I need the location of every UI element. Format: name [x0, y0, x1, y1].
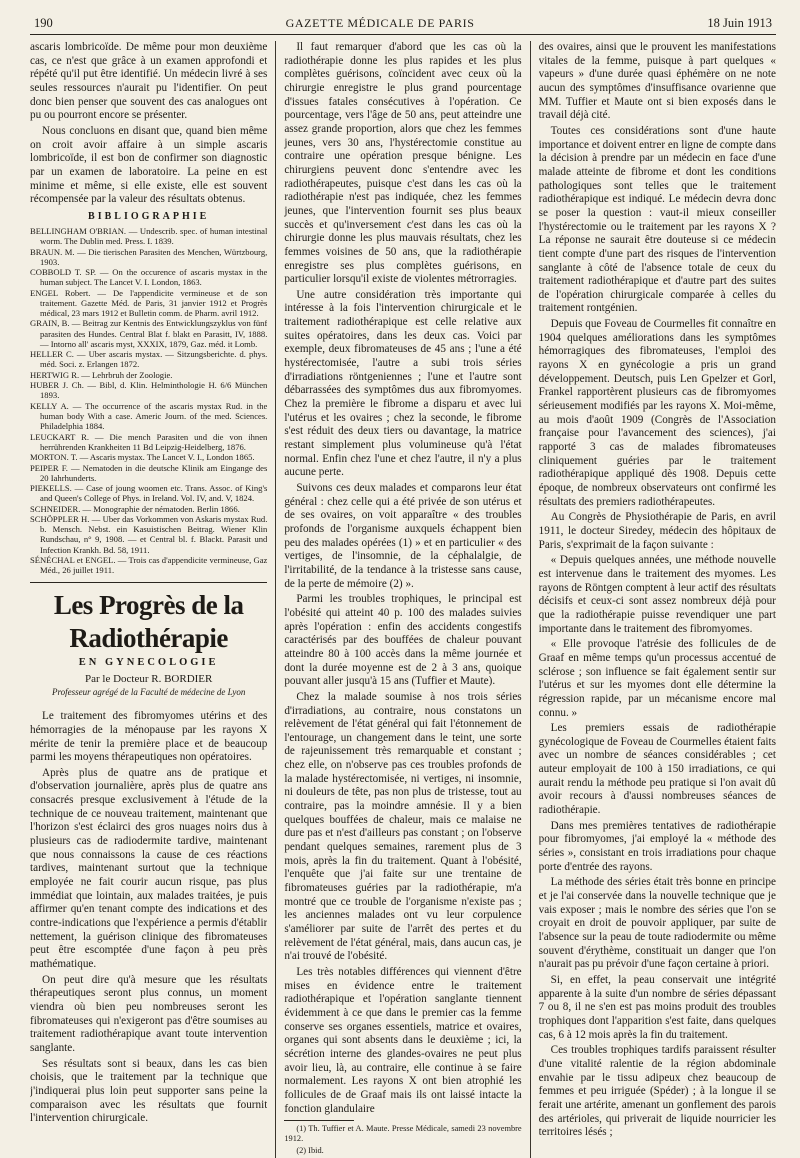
bibliography-entry: BELLINGHAM O'BRIAN. — Undescrib. spec. of human intestinal worm. The Dublin med. Press. I. 1839. [30, 226, 268, 247]
bibliography-entry: SÉNÉCHAL et ENGEL. — Trois cas d'appendicite vermineuse, Gaz Méd., 26 juillet 1911. [30, 555, 268, 576]
paragraph: Après plus de quatre ans de pratique et d'observation journalière, après plus de quatre ans consacrés presque exclusivement à l'étude de la technique de ce nouveau traitement, maintenant que l'horizon s'est éclairci des gros nuages noirs dus à plusieurs cas de radiodermite tardive, maintenant que nous connaissons la cause de ces réactions tardives, maintenant surtout que la technique employée ne fait courir aucun risque, pas plus immédiat que lointain, aux malades traitées, je puis affirmer qu'en tenant compte des indications et des contre-indications que l'expérience a permis d'établir nettement, la guérison clinique des fibromateuses peut être escomptée d'une façon à peu près mathématique. [30, 766, 268, 971]
bibliography-entry: SCHNEIDER. — Monographie der nématoden. Berlin 1866. [30, 503, 240, 514]
bibliography-heading: BIBLIOGRAPHIE [88, 210, 210, 222]
paragraph: Depuis que Foveau de Courmelles fit connaître en 1904 quelques améliorations dans les symptômes hémorragiques des fibromateuses, l'emploi des rayons X en gynécologie a pris un grand développement. Deutsch, puis Len Gpelzer et Gorl, Frankel rapportèrent plusieurs cas de fibromyomes sérieusement modifiés par les rayons X. Moi-même, au mois d'août 1909 (Congrès de l'Association française pour l'avancement des sciences), j'ai rapporté 3 cas de malades fibromateuses cliniquement guéries par le traitement radiothérapique appliqué dès 1908. Depuis cette époque, de nombreux observateurs ont confirmé les résultats des premiers radiothérapeutes. [538, 318, 776, 508]
page-header [30, 16, 776, 35]
column-rule [275, 41, 276, 1158]
bibliography-entry: MORTON. T. — Ascaris mystax. The Lancet V. I., London 1865. [30, 452, 255, 463]
quotation: « Elle provoque l'atrésie des follicules de de Graaf en même temps qu'un processus accentué de sclérose ; son influence se fait également sentir sur l'utérus et sur les myomes dont elle détermine la régression rapide, par un mécanisme encore mal connu. » [538, 638, 776, 719]
journal-title: GAZETTE MÉDICALE DE PARIS [285, 16, 475, 30]
bibliography-entry: COBBOLD T. SP. — On the occurence of ascaris mystax in the human subject. The Lancet V. I. London, 1863. [30, 267, 268, 288]
quotation: « Depuis quelques années, une méthode nouvelle est intervenue dans le traitement des myomes. Les rayons de Röntgen comptent à leur actif des résultats décisifs et ceux-ci sont assez nombreux déjà pour que la radiothérapie puisse revendiquer une part importante dans le traitement des fibromyomes. [538, 554, 776, 635]
footnote-divider [284, 1120, 354, 1121]
paragraph: Ces troubles trophiques tardifs paraissent résulter d'une vitalité ralentie de la région abdominale envahie par le tissu adipeux chez beaucoup de femmes et peu irriguée (Spéder) ; à la longue il se ferait une artérite, amenant un gonflement des parois des artérioles, qui priverait de liquide nourricier les territoires lésés ; [538, 1044, 776, 1139]
bibliography-list [30, 226, 267, 575]
paragraph: La méthode des séries était très bonne en principe et je l'ai conservée dans la nouvelle technique que je vais exposer ; mais le nombre des séries que l'on se croyait en droit de pouvoir appliquer, par suite de l'absence sur la peau de toute radiodermite ou même souvent d'érythème, constituait un danger que l'on n'aurait pas pu prévoir d'une façon certaine à priori. [538, 876, 776, 971]
paragraph: Dans mes premières tentatives de radiothérapie pour fibromyomes, j'ai employé la « méthode des séries », consistant en trois irradiations pour chaque porte d'entrée des rayons. [538, 819, 776, 873]
article-subtitle: EN GYNECOLOGIE [78, 657, 219, 669]
issue-date: 18 Juin 1913 [707, 16, 772, 30]
paragraph: Si, en effet, la peau conservait une intégrité apparente à la suite d'un nombre de séries dépassant 7 ou 8, il ne s'en est pas moins produit des troubles trophiques dont l'apparition s'est faite, dans quelques cas, 6 à 12 mois après la fin du traitement. [538, 973, 776, 1041]
paragraph: Le traitement des fibromyomes utérins et des hémorragies de la ménopause par les rayons X mérite de tenir la première place et de beaucoup parmi les moyens thérapeutiques non opératoires. [30, 710, 268, 764]
bibliography-entry: HERTWIG R. — Lehrbruh der Zoologie. [30, 369, 173, 380]
paragraph: des ovaires, ainsi que le prouvent les manifestations vitales de la femme, puisque à part quelques « vapeurs » d'une durée quasi éphémère on ne note aucun des symptômes d'insuffisance ovarienne que MM. Tuffier et Maute ont si bien exposés dans le travail déjà cité. [538, 41, 776, 122]
bibliography-entry: SCHÖPPLER H. — Uber das Vorkommen von Askaris mystax Rud. b. Mensch. Nebst. ein Kasuistischen Beitrag. Wiener Klin Rundschau, n° 9, 1908. — et Central bl. f. Blackt. Parasit und Infection Krankh. Bd. 58, 1911. [30, 514, 268, 555]
article-title: Les Progrès de la Radiothérapie [53, 590, 244, 654]
bibliography-entry: BRAUN. M. — Die tierischen Parasiten des Menchen, Würtzbourg, 1903. [30, 246, 268, 267]
paragraph: Une autre considération très importante qui intéresse à la fois l'intervention chirurgicale et le traitement radiothérapique est celle relative aux suites opératoires, dans les deux cas. Voici par exemple, deux fibromateuses de 45 ans ; l'une a été hystérectomisée, l'autre a subi trois séries d'irradiations röntgeniennes ; l'une et l'autre sont débarrassées des symptômes dus aux fibromyomes. Chez la première le fibrome a disparu et avec lui l'utérus et les ovaires ; chez la seconde, le fibrome s'est réduit des deux tiers ou davantage, la matrice restant simplement plus volumineuse qu'à l'état normal. Enfin chez l'une et chez l'autre, il n'y a plus aucune perte. [284, 288, 522, 479]
column-1 [30, 41, 267, 1158]
section-divider [30, 582, 267, 583]
bibliography-entry: HUBER J. Ch. — Bibl, d. Klin. Helminthologie H. 6/6 München 1893. [30, 380, 268, 401]
article-author: Par le Docteur R. BORDIER [84, 672, 213, 685]
column-2 [284, 41, 521, 1158]
paragraph: On peut dire qu'à mesure que les résultats thérapeutiques seront plus connus, un moment viendra où bien peu nombreuses seront les fibromateuses qui n'exigeront pas d'être soumises au traitement radiothérapique avant toute intervention sanglante. [30, 973, 268, 1054]
paragraph: Les premiers essais de radiothérapie gynécologique de Foveau de Courmelles étaient faits avec un nombre de séances considérables ; cet auteur employait de 100 à 150 irradiations, ce qui aurait rendu la méthode peu pratique si l'on avait dû avoir recours à d'aussi nombreuses séances de radiothérapie. [538, 722, 776, 817]
bibliography-entry: HELLER C. — Uber ascaris mystax. — Sitzungsberichte. d. phys. méd. Soci. z. Erlangen 1872. [30, 349, 268, 370]
paragraph: Suivons ces deux malades et comparons leur état général : chez celle qui a été privée de son utérus et de ses ovaires, on voit apparaître « des troubles profonds de l'organisme auxquels échappent bien peu des malades opérées (1) » et en particulier « des vertiges, de l'insomnie, de la céphalalgie, de l'irritabilité, de la tendance à la tristesse sans cause, de la perte de mémoire (2) ». [284, 482, 522, 590]
paragraph: ascaris lombricoïde. De même pour mon deuxième cas, ce n'est que grâce à un examen approfondi et répété qu'il put être identifié. Un médecin livré à ses seules ressources n'aurait pu l'identifier. On peut donc bien penser que souvent des cas analogues ont pu ou pourront encore se présenter. [30, 41, 268, 122]
paragraph: Au Congrès de Physiothérapie de Paris, en avril 1911, le docteur Siredey, médecin des hôpitaux de Paris, s'exprimait de la façon suivante : [538, 511, 776, 551]
paragraph: Parmi les troubles trophiques, le principal est l'obésité qui atteint 40 p. 100 des malades suivies après l'opération : enfin des accidents congestifs caractérisés par des bouffées de chaleur pouvant atteindre 80 à 100 accès dans la même journée et dont la durée moyenne est de 2 à 3 ans, quoique pouvant aller jusqu'à 15 ans (Tuffier et Maute). [284, 593, 522, 688]
column-3 [539, 41, 776, 1158]
bibliography-entry: LEUCKART R. — Die mench Parasiten und die von ihnen herrührenden Krankheiten 11 Bd Leipzig-Heidelberg, 1876. [30, 431, 268, 452]
paragraph: Toutes ces considérations sont d'une haute importance et doivent entrer en ligne de compte dans la décision à prendre par un médecin en face d'une malade atteinte de fibrome et dont les conditions pathologiques sont telles que le traitement radiothérapique est indiqué. Le médecin devra donc se poser la question : vaut-il mieux conseiller l'hystérectomie ou le traitement par les rayons X ? La réponse ne saurait être douteuse si ce médecin tient compte d'une part des risques de l'intervention sanglante à côté de l'absence totale de ceux du traitement radiothérapique et d'autre part des suites de l'opération chirurgicale comparée à celles du traitement rontgénien. [538, 124, 776, 315]
bibliography-entry: ENGEL Robert. — De l'appendicite vermineuse et de son traitement. Gazette Méd. de Paris, 31 janvier 1912 et Progrès médical, 23 mars 1912 et Bulletin comm. de Pharm. avril 1912. [30, 287, 268, 318]
bibliography-entry: PEIPER F. — Nematoden in die deutsche Klinik am Eingange des 20 Iahrhunderts. [30, 462, 268, 483]
footnote: (1) Th. Tuffier et A. Maute. Presse Médicale, samedi 23 novembre 1912. [284, 1124, 522, 1144]
text-columns [30, 41, 776, 1158]
page-number: 190 [34, 16, 53, 30]
paragraph: Nous concluons en disant que, quand bien même on croit avoir affaire à un simple ascaris lombricoïde, il est bon de confirmer son diagnostic par un examen de laboratoire. La peine en est minime et même, si elle existe, elle est souvent récompensée par la valeur des résultats obtenus. [30, 124, 268, 206]
footnote: (2) Ibid. [296, 1146, 324, 1156]
paragraph: Chez la malade soumise à nos trois séries d'irradiations, au contraire, nous constatons un relèvement de l'état général qui fait l'étonnement de l'entourage, un changement dans le teint, une sorte de rajeunissement très remarquable et constant ; chez elle, on n'observe pas ces troubles profonds de la malade hystérectomisée, ni vertiges, ni insomnie, ni douleurs de tête, pas non plus de tristesse, tout au contraire, pas la moindre amnésie. Il y a bien quelques bouffées de chaleur, mais ce malaise ne dure pas et n'est d'ailleurs pas constant ; on l'observe pendant quelques semaines, rarement plus de 3 mois, après la fin du traitement. Quant à l'obésité, l'enquête que j'ai faite sur une trentaine de fibromateuses guéries par la radiothérapie, m'a montré que ce trouble de l'organisme n'existe pas ; les anciennes malades ont vu leur corpulence s'améliorer par suite de l'arrêt des pertes et du relèvement de l'état général, mais, dans aucun cas, je n'ai trouvé de l'obésité. [284, 690, 522, 963]
paragraph: Les très notables différences qui viennent d'être mises en évidence entre le traitement radiothérapique et l'opération sanglante tiennent évidemment à ce que dans le premier cas la femme conserve ses organes essentiels, matrice et ovaires, organes qui sont absents dans le deuxième ; ici, la sécrétion interne des glandes-ovaires ne peut plus avoir lieu, là, au contraire, elle continue à se faire normalement. Les rayons X ont bien atrophié les follicules de de Graaf mais ils ont laissé intacte la fonction glandulaire [284, 965, 522, 1115]
bibliography-entry: PIEKELLS. — Case of joung woomen etc. Trans. Assoc. of King's and Queen's College of Phys. in Ireland. Vol. IV, and. V, 1824. [30, 483, 268, 504]
paragraph: Ses résultats sont si beaux, dans les cas bien choisis, que le traitement par la technique que j'indiquerai plus loin peut supporter sans peine la comparaison avec les résultats que fournit l'intervention chirurgicale. [30, 1057, 268, 1125]
bibliography-entry: GRAIN, B. — Beitrag zur Kentnis des Entwicklungszyklus von fünf parasiten des Hundes. Central Blat f. blakt en Parasitt, IV, 1888. — Intorno all' ascaris myst, XXXIX, 1879, Gaz. méd. it Lomb. [30, 318, 268, 349]
bibliography-entry: KELLY A. — The occurrence of the ascaris mystax Rud. in the human body With a case. Americ Journ. of the med. Sciences. Philadelphia 1884. [30, 400, 268, 431]
column-rule [530, 41, 531, 1158]
paragraph: Il faut remarquer d'abord que les cas où la radiothérapie donne les plus rapides et les plus complètes guérisons, coïncident avec ceux où la chirurgie enregistre le plus grand pourcentage d'issues fatales consécutives à l'opération. Ce pourcentage, vers l'âge de 50 ans, peut atteindre une assez grande proportion, alors que chez les femmes jeunes, vers 30 ans, l'hystérectomie constitue au contraire une opération presque bénigne. Les chirurgiens peuvent donc s'entendre avec les radiothérapeutes, puisque c'est dans les cas où la radiothérapie n'est pas indiquée, chez les femmes jeunes, que l'intervention fournit ses plus beaux succès et qu'inversement c'est dans les cas où la chirurgie donne les plus mauvais résultats, chez les femmes voisines de 50 ans, que la radiothérapie enregistre ses plus complètes guérisons, en particulier lorsqu'il existe de violentes métrorragies. [284, 41, 522, 286]
author-affiliation: Professeur agrégé de la Faculté de médecine de Lyon [52, 687, 246, 698]
